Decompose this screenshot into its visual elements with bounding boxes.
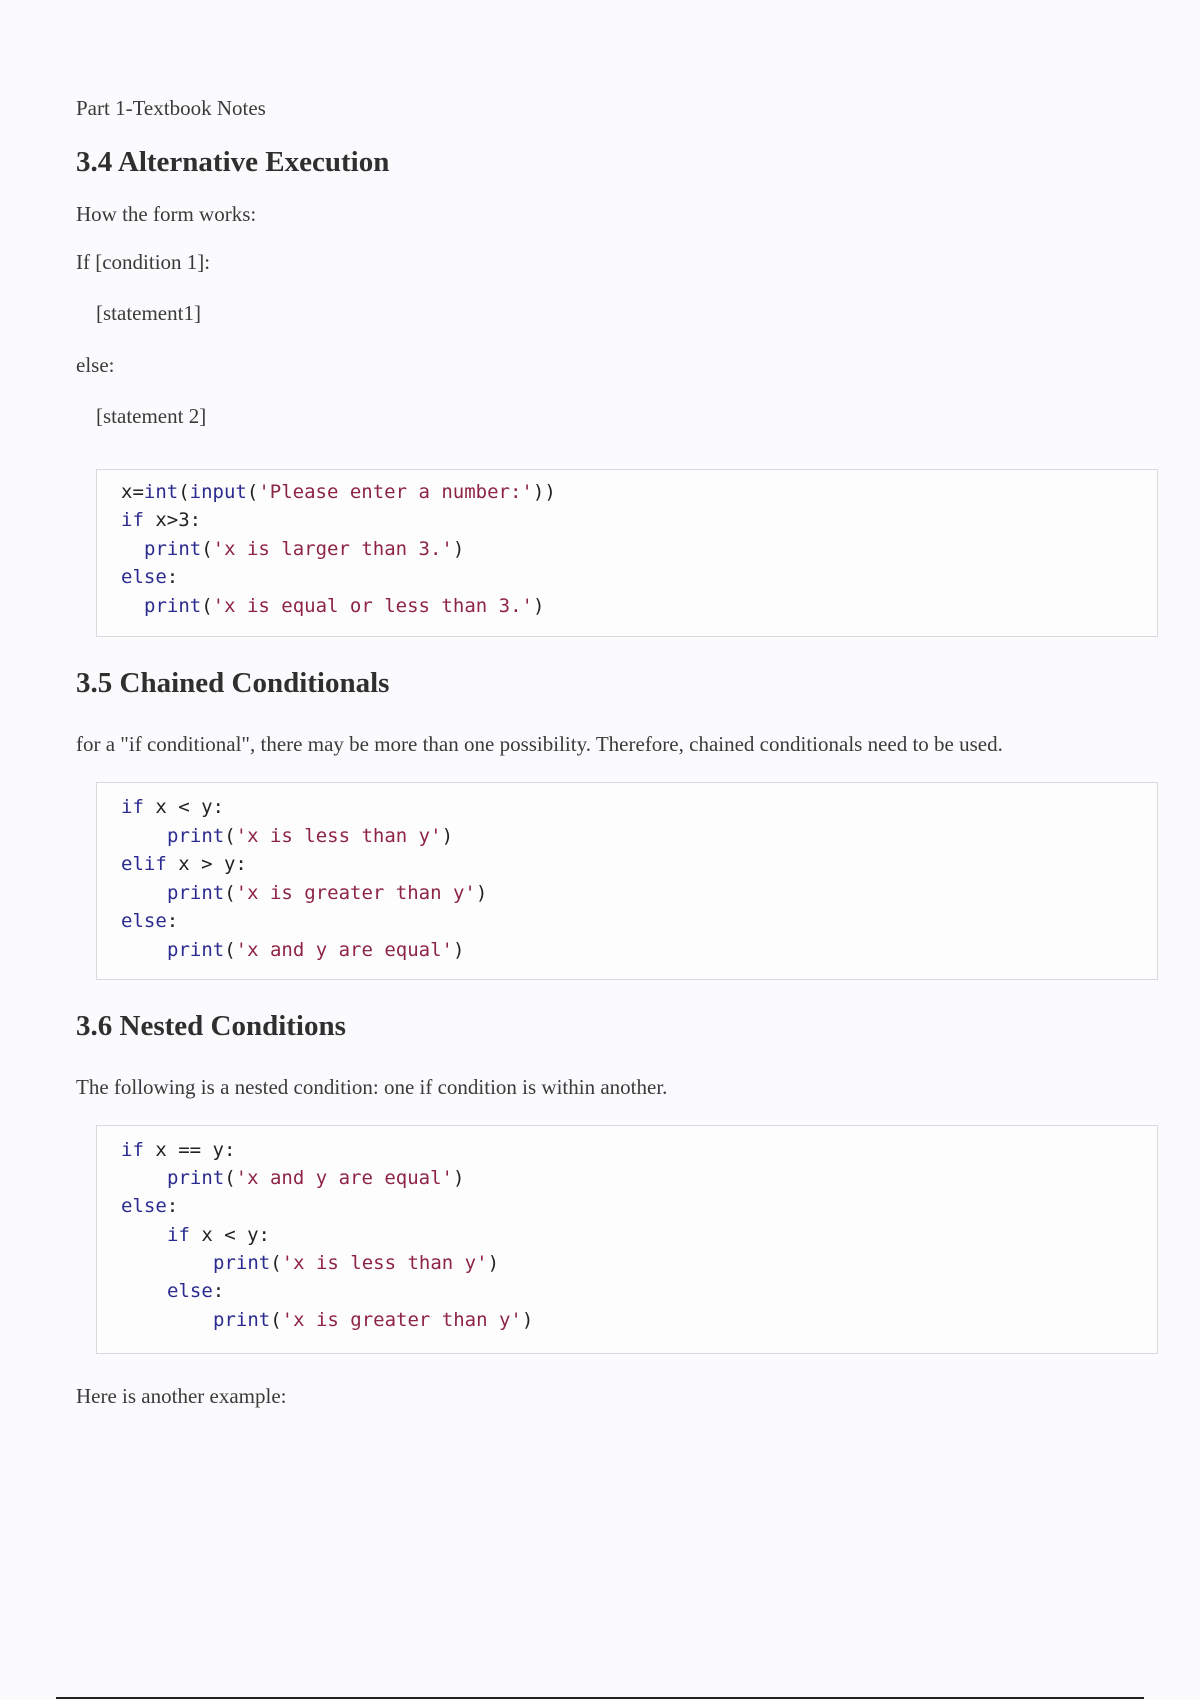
section-heading-3-4: 3.4 Alternative Execution <box>76 146 390 178</box>
another-example-text: Here is another example: <box>76 1384 287 1408</box>
nested-conditions-body: The following is a nested condition: one if condition is within another. <box>76 1075 668 1099</box>
code-line: if x < y: <box>167 1224 270 1246</box>
form-intro-text: How the form works: <box>76 202 257 226</box>
code-block-alternative <box>96 469 1158 637</box>
code-line: if x == y: <box>121 1139 236 1161</box>
code-line: else: <box>121 910 179 932</box>
code-line: print('x is less than y') <box>213 1252 500 1274</box>
code-line: print('x is greater than y') <box>213 1309 534 1331</box>
code-line: if x < y: <box>121 796 224 818</box>
code-line: else: <box>121 566 179 588</box>
code-line: else: <box>167 1280 225 1302</box>
code-block-nested <box>96 1125 1158 1354</box>
code-line: print('x and y are equal') <box>167 1167 465 1189</box>
code-line: else: <box>121 1195 179 1217</box>
page-bottom-rule <box>56 1697 1144 1699</box>
section-heading-3-6: 3.6 Nested Conditions <box>76 1010 346 1042</box>
statement-2-line: [statement 2] <box>96 404 207 428</box>
code-line: print('x is larger than 3.') <box>144 538 465 560</box>
code-line: x=int(input('Please enter a number:')) <box>121 481 556 503</box>
code-line: print('x is equal or less than 3.') <box>144 595 545 617</box>
if-condition-line: If [condition 1]: <box>76 250 211 274</box>
statement-1-line: [statement1] <box>96 301 201 325</box>
code-block-chained <box>96 782 1158 980</box>
code-line: elif x > y: <box>121 853 247 875</box>
document-label: Part 1-Textbook Notes <box>76 96 266 120</box>
code-line: print('x and y are equal') <box>167 939 465 961</box>
code-line: print('x is less than y') <box>167 825 454 847</box>
chained-conditionals-body: for a "if conditional", there may be more than one possibility. Therefore, chained conditionals need to be used. <box>76 732 1003 756</box>
code-line: if x>3: <box>121 509 202 531</box>
code-line: print('x is greater than y') <box>167 882 488 904</box>
else-line: else: <box>76 353 115 377</box>
section-heading-3-5: 3.5 Chained Conditionals <box>76 667 390 699</box>
